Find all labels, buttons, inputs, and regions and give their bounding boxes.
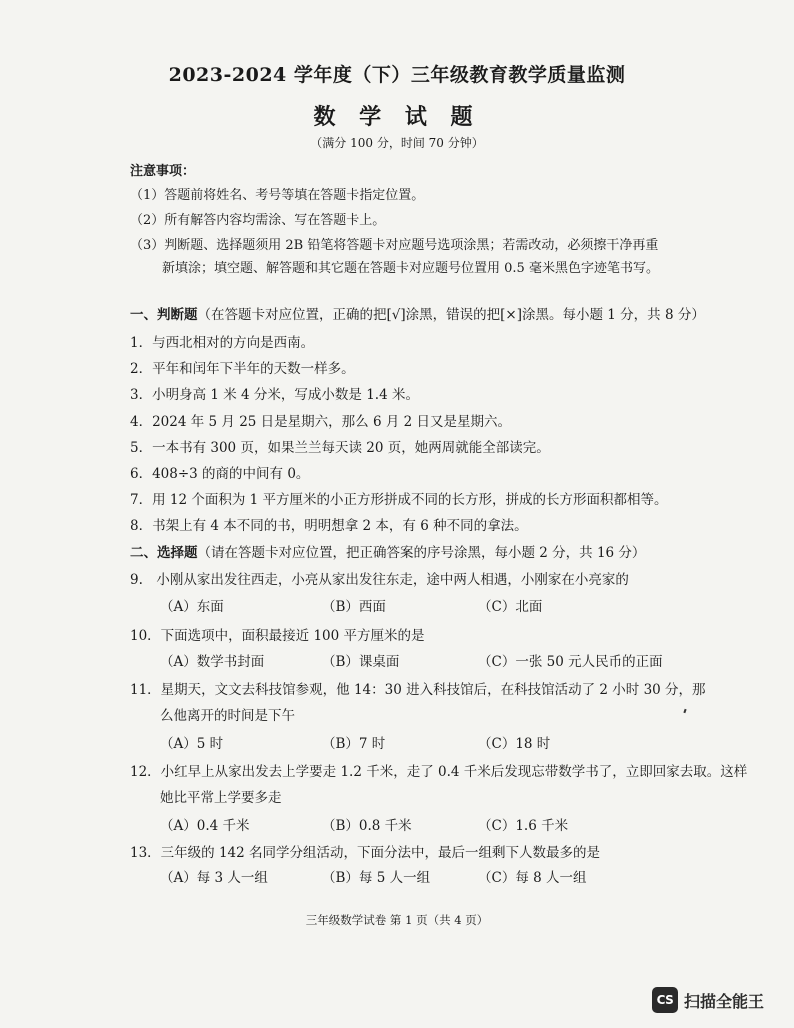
question-7: 7．用 12 个面积为 1 平方厘米的小正方形拼成不同的长方形，拼成的长方形面积都相等。 [130, 492, 668, 508]
exam-title: 2023-2024 学年度（下）三年级教育教学质量监测 [168, 64, 626, 86]
note-item-2: （2）所有解答内容均需涂、写在答题卡上。 [130, 213, 386, 228]
option-11b: （B）7 时 [322, 736, 386, 752]
option-10a: （A）数学书封面 [160, 654, 265, 670]
notes-title: 注意事项： [130, 164, 196, 179]
question-4: 4．2024 年 5 月 25 日是星期六，那么 6 月 2 日又是星期六。 [130, 414, 512, 430]
option-12b: （B）0.8 千米 [322, 818, 412, 834]
section1-instruction: （在答题卡对应位置，正确的把[√]涂黑，错误的把[×]涂黑。每小题 1 分，共 8 分） [197, 307, 705, 323]
question-1: 1．与西北相对的方向是西南。 [130, 335, 315, 351]
option-13c: （C）每 8 人一组 [478, 870, 587, 886]
question-13: 13．三年级的 142 名同学分组活动，下面分法中，最后一组剩下人数最多的是 [130, 845, 601, 861]
note-item-3: （3）判断题、选择题须用 2B 铅笔将答题卡对应题号选项涂黑；若需改动，必须擦干净再重 [130, 238, 659, 253]
section1-heading [130, 303, 705, 323]
section2-instruction: （请在答题卡对应位置，把正确答案的序号涂黑，每小题 2 分，共 16 分） [197, 545, 646, 561]
section2-heading [130, 541, 645, 561]
option-13b: （B）每 5 人一组 [322, 870, 431, 886]
question-6: 6．408÷3 的商的中间有 0。 [130, 466, 310, 482]
question-3: 3．小明身高 1 米 4 分米，写成小数是 1.4 米。 [130, 387, 419, 403]
section2-title: 二、选择题 [130, 545, 198, 561]
page-footer: 三年级数学试卷 第 1 页（共 4 页） [305, 913, 489, 927]
option-9b: （B）西面 [322, 599, 386, 615]
question-11-cont: 么他离开的时间是下午 [160, 708, 295, 724]
option-10c: （C）一张 50 元人民币的正面 [478, 654, 663, 670]
option-10b: （B）课桌面 [322, 654, 400, 670]
question-12-cont: 她比平常上学要多走 [160, 790, 282, 806]
exam-subtitle: 数 学 试 题 [313, 104, 481, 130]
option-11a: （A）5 时 [160, 736, 224, 752]
option-12c: （C）1.6 千米 [478, 818, 569, 834]
option-13a: （A）每 3 人一组 [160, 870, 268, 886]
question-8: 8．书架上有 4 本不同的书，明明想拿 2 本，有 6 种不同的拿法。 [130, 518, 528, 534]
option-9a: （A）东面 [160, 599, 224, 615]
note-item-1: （1）答题前将姓名、考号等填在答题卡指定位置。 [130, 188, 425, 203]
camscanner-watermark [652, 987, 764, 1013]
camscanner-label: 扫描全能王 [684, 991, 765, 1011]
question-9: 9. 小刚从家出发往西走，小亮从家出发往东走，途中两人相遇，小刚家在小亮家的 [130, 572, 629, 588]
question-11: 11．星期天，文文去科技馆参观，他 14：30 进入科技馆后，在科技馆活动了 2 小时 30 分，那 [130, 682, 706, 698]
question-10: 10．下面选项中，面积最接近 100 平方厘米的是 [130, 628, 425, 644]
camscanner-logo-icon: CS [652, 987, 678, 1013]
question-5: 5．一本书有 300 页，如果兰兰每天读 20 页，她两周就能全部读完。 [130, 440, 550, 456]
section1-title: 一、判断题 [130, 307, 198, 323]
question-2: 2．平年和闰年下半年的天数一样多。 [130, 361, 355, 377]
score-info: （满分 100 分，时间 70 分钟） [310, 136, 484, 150]
option-12a: （A）0.4 千米 [160, 818, 250, 834]
note-item-3-cont: 新填涂；填空题、解答题和其它题在答题卡对应题号位置用 0.5 毫米黑色字迹笔书写。 [162, 261, 659, 276]
option-9c: （C）北面 [478, 599, 543, 615]
scan-speck [683, 709, 686, 713]
question-12: 12．小红早上从家出发去上学要走 1.2 千米，走了 0.4 千米后发现忘带数学书了，立即回家去取。这样 [130, 764, 748, 780]
option-11c: （C）18 时 [478, 736, 551, 752]
